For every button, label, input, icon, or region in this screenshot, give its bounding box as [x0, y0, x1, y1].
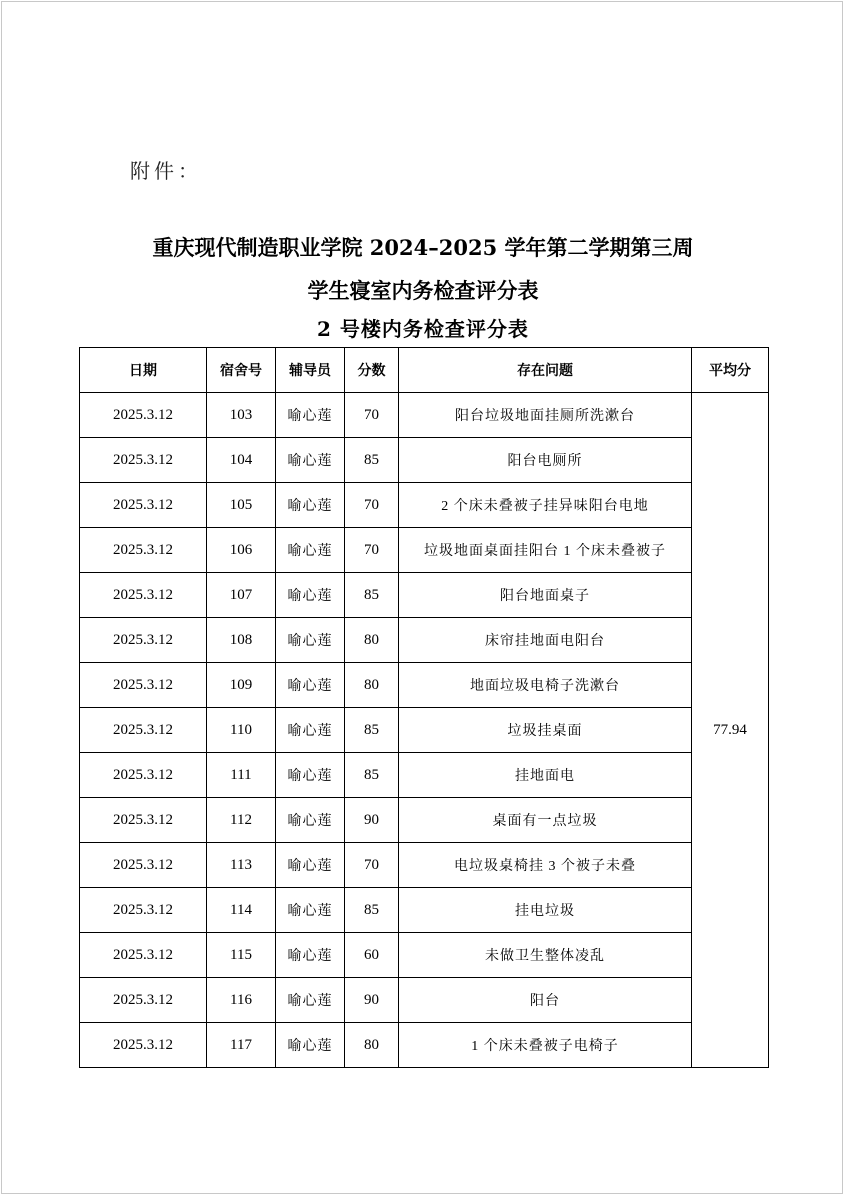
header-room: 宿舍号: [207, 348, 276, 393]
cell-date: 2025.3.12: [80, 978, 207, 1023]
cell-counselor: 喻心莲: [276, 393, 345, 438]
cell-date: 2025.3.12: [80, 798, 207, 843]
document-title: 重庆现代制造职业学院 2024–2025 学年第二学期第三周: [152, 235, 694, 260]
cell-date: 2025.3.12: [80, 573, 207, 618]
cell-issues: 垃圾挂桌面: [399, 708, 692, 753]
table-row: [80, 1023, 769, 1068]
cell-score: 85: [345, 573, 399, 618]
cell-score: 85: [345, 708, 399, 753]
cell-issues: 地面垃圾电椅子洗漱台: [399, 663, 692, 708]
header-average: 平均分: [692, 348, 769, 393]
cell-room: 117: [207, 1023, 276, 1068]
cell-counselor: 喻心莲: [276, 618, 345, 663]
table-row: [80, 483, 769, 528]
cell-room: 109: [207, 663, 276, 708]
cell-counselor: 喻心莲: [276, 978, 345, 1023]
cell-room: 116: [207, 978, 276, 1023]
table-row: [80, 843, 769, 888]
cell-issues: 电垃圾桌椅挂 3 个被子未叠: [399, 843, 692, 888]
cell-score: 80: [345, 618, 399, 663]
cell-room: 110: [207, 708, 276, 753]
cell-score: 60: [345, 933, 399, 978]
cell-counselor: 喻心莲: [276, 663, 345, 708]
cell-counselor: 喻心莲: [276, 798, 345, 843]
table-body: [80, 393, 769, 1068]
cell-room: 105: [207, 483, 276, 528]
cell-date: 2025.3.12: [80, 483, 207, 528]
cell-score: 85: [345, 888, 399, 933]
cell-score: 70: [345, 393, 399, 438]
cell-date: 2025.3.12: [80, 888, 207, 933]
cell-date: 2025.3.12: [80, 393, 207, 438]
cell-counselor: 喻心莲: [276, 708, 345, 753]
cell-counselor: 喻心莲: [276, 483, 345, 528]
cell-issues: 床帘挂地面电阳台: [399, 618, 692, 663]
cell-counselor: 喻心莲: [276, 888, 345, 933]
cell-date: 2025.3.12: [80, 843, 207, 888]
cell-room: 104: [207, 438, 276, 483]
cell-counselor: 喻心莲: [276, 753, 345, 798]
cell-issues: 阳台垃圾地面挂厕所洗漱台: [399, 393, 692, 438]
cell-average-score: 77.94: [692, 393, 769, 1068]
cell-room: 107: [207, 573, 276, 618]
table-header-row: [80, 348, 769, 393]
cell-counselor: 喻心莲: [276, 843, 345, 888]
cell-issues: 垃圾地面桌面挂阳台 1 个床未叠被子: [399, 528, 692, 573]
attachment-label: 附件：: [130, 159, 202, 183]
cell-date: 2025.3.12: [80, 708, 207, 753]
cell-room: 111: [207, 753, 276, 798]
building-title: 2 号楼内务检查评分表: [317, 317, 529, 341]
cell-score: 70: [345, 843, 399, 888]
table-row: [80, 528, 769, 573]
header-date: 日期: [80, 348, 207, 393]
table-row: [80, 573, 769, 618]
cell-date: 2025.3.12: [80, 663, 207, 708]
table-row: [80, 798, 769, 843]
cell-date: 2025.3.12: [80, 753, 207, 798]
header-counselor: 辅导员: [276, 348, 345, 393]
cell-issues: 挂电垃圾: [399, 888, 692, 933]
header-score: 分数: [345, 348, 399, 393]
table-row: [80, 753, 769, 798]
cell-room: 103: [207, 393, 276, 438]
cell-room: 113: [207, 843, 276, 888]
cell-room: 112: [207, 798, 276, 843]
table-row: [80, 708, 769, 753]
cell-date: 2025.3.12: [80, 1023, 207, 1068]
cell-score: 80: [345, 663, 399, 708]
cell-issues: 1 个床未叠被子电椅子: [399, 1023, 692, 1068]
cell-score: 90: [345, 978, 399, 1023]
table-row: [80, 933, 769, 978]
cell-room: 115: [207, 933, 276, 978]
cell-date: 2025.3.12: [80, 933, 207, 978]
cell-counselor: 喻心莲: [276, 528, 345, 573]
cell-score: 90: [345, 798, 399, 843]
cell-date: 2025.3.12: [80, 528, 207, 573]
cell-score: 70: [345, 483, 399, 528]
table-row: [80, 438, 769, 483]
cell-score: 85: [345, 438, 399, 483]
cell-score: 85: [345, 753, 399, 798]
cell-room: 106: [207, 528, 276, 573]
cell-date: 2025.3.12: [80, 618, 207, 663]
cell-issues: 2 个床未叠被子挂异味阳台电地: [399, 483, 692, 528]
document-subtitle: 学生寝室内务检查评分表: [307, 278, 539, 303]
table-row: [80, 618, 769, 663]
cell-issues: 桌面有一点垃圾: [399, 798, 692, 843]
cell-room: 108: [207, 618, 276, 663]
cell-issues: 未做卫生整体凌乱: [399, 933, 692, 978]
cell-issues: 挂地面电: [399, 753, 692, 798]
table-row: [80, 393, 769, 438]
cell-counselor: 喻心莲: [276, 573, 345, 618]
cell-issues: 阳台地面桌子: [399, 573, 692, 618]
header-issues: 存在问题: [399, 348, 692, 393]
table-row: [80, 888, 769, 933]
cell-counselor: 喻心莲: [276, 933, 345, 978]
cell-room: 114: [207, 888, 276, 933]
table-row: [80, 978, 769, 1023]
cell-score: 70: [345, 528, 399, 573]
cell-counselor: 喻心莲: [276, 438, 345, 483]
cell-date: 2025.3.12: [80, 438, 207, 483]
cell-counselor: 喻心莲: [276, 1023, 345, 1068]
cell-issues: 阳台电厕所: [399, 438, 692, 483]
cell-issues: 阳台: [399, 978, 692, 1023]
table-row: [80, 663, 769, 708]
inspection-score-table: [79, 347, 769, 1068]
cell-score: 80: [345, 1023, 399, 1068]
